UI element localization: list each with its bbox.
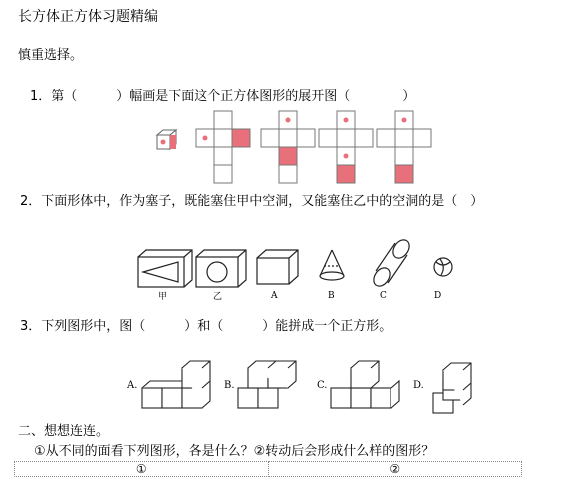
question-1: 1．第（ ）幅画是下面这个正方体图形的展开图（ ） [30,89,416,104]
section-heading-connect: 二、想想连连。 [18,424,110,439]
q3-shape-d [433,363,471,413]
section2-instruction: ①从不同的面看下列图形，各是什么？②转动后会形成什么样的图形？ [34,444,435,459]
question-2: 2．下面形体中，作为塞子，既能塞住甲中空洞，又能塞住乙中的空洞的是（ ） [20,194,484,209]
q3-shape-b [238,361,296,408]
q3-shape-c [331,361,399,408]
question-3: 3．下列图形中，图（ ）和（ ）能拼成一个正方形。 [20,319,393,334]
label-b: B [328,291,335,301]
q3-label-c: C. [317,380,328,391]
table-row [15,462,522,477]
label-jia: 甲 [158,292,168,302]
q3-label-a: A. [127,380,138,391]
table-header-2: ② [268,462,522,477]
label-yi: 乙 [213,292,223,302]
answer-table [14,461,522,477]
q3-label-d: D. [413,380,424,391]
section-heading-choice: 慎重选择。 [18,48,84,63]
label-d: D [434,291,442,301]
page-title: 长方体正方体习题精编 [18,9,158,25]
q3-label-b: B. [224,380,235,391]
label-a: A [271,291,278,301]
table-header-1: ① [15,462,269,477]
label-c: C [380,291,387,301]
q3-shape-a [142,361,210,408]
